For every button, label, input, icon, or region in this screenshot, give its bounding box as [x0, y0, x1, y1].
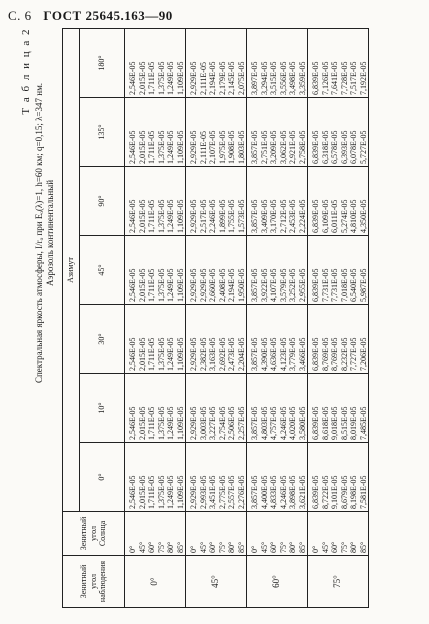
sun-angle: 0°	[128, 545, 137, 553]
brightness-value: 4,833E-05	[269, 475, 278, 509]
sun-angle: 75°	[156, 541, 166, 553]
observation-angle: 0°	[125, 556, 186, 608]
brightness-value: 1,375E-05	[156, 337, 166, 371]
value-cell	[125, 98, 186, 167]
brightness-value: 1,711E-05	[147, 130, 156, 164]
value-cell	[186, 236, 247, 305]
brightness-value: 8,769E-05	[320, 337, 330, 371]
brightness-value: 7,126E-05	[320, 61, 330, 95]
value-cell	[247, 29, 308, 98]
brightness-value: 2,015E-05	[137, 268, 147, 302]
sun-angle: 0°	[250, 545, 259, 553]
brightness-value: 4,020E-05	[288, 406, 297, 440]
brightness-value: 1,908E-05	[227, 130, 236, 164]
brightness-value: 2,075E-05	[236, 61, 246, 95]
sun-angle-list	[125, 512, 186, 556]
brightness-value: 4,123E-05	[278, 337, 288, 371]
brightness-value: 2,546E-05	[128, 337, 137, 371]
brightness-value: 3,359E-05	[297, 61, 307, 95]
brightness-value: 2,929E-05	[189, 475, 198, 509]
brightness-value: 8,019E-05	[349, 406, 358, 440]
brightness-value: 5,987E-05	[358, 268, 368, 302]
sun-angle-list	[308, 512, 369, 556]
value-cell	[308, 443, 369, 512]
sun-angle: 80°	[288, 541, 297, 553]
brightness-value: 1,711E-05	[147, 475, 156, 509]
brightness-value: 1,249E-05	[166, 61, 175, 95]
value-cell	[247, 374, 308, 443]
brightness-value: 3,170E-05	[269, 199, 278, 233]
brightness-value: 3,209E-05	[269, 130, 278, 164]
brightness-value: 8,198E-05	[349, 475, 358, 509]
brightness-value: 2,929E-05	[189, 406, 198, 440]
brightness-value: 7,206E-05	[358, 337, 368, 371]
brightness-value: 4,350E-05	[358, 199, 368, 233]
brightness-value: 2,408E-05	[217, 268, 227, 302]
value-cell	[125, 29, 186, 98]
brightness-value: 7,581E-05	[358, 475, 368, 509]
value-cell	[186, 305, 247, 374]
brightness-value: 2,204E-05	[236, 337, 246, 371]
brightness-value: 1,249E-05	[166, 337, 175, 371]
brightness-value: 6,839E-05	[311, 337, 320, 371]
brightness-value: 2,194E-05	[208, 61, 217, 95]
brightness-value: 1,109E-05	[175, 199, 185, 233]
brightness-value: 2,660E-05	[208, 268, 217, 302]
brightness-value: 2,015E-05	[137, 406, 147, 440]
brightness-value: 2,015E-05	[137, 337, 147, 371]
brightness-value: 2,179E-05	[217, 61, 227, 95]
brightness-value: 2,929E-05	[189, 61, 198, 95]
sun-angle: 85°	[236, 541, 246, 553]
brightness-value: 6,839E-05	[311, 130, 320, 164]
brightness-value: 3,857E-05	[250, 406, 259, 440]
brightness-value: 2,546E-05	[128, 199, 137, 233]
brightness-value: 2,107E-05	[208, 130, 217, 164]
header-angle: 90°	[80, 167, 125, 236]
page-header	[8, 8, 173, 24]
value-cell	[186, 29, 247, 98]
brightness-value: 4,757E-05	[269, 406, 278, 440]
brightness-value: 2,382E-05	[198, 337, 208, 371]
brightness-value: 5,727E-05	[358, 130, 368, 164]
table-row	[247, 29, 308, 608]
brightness-value: 3,409E-05	[259, 199, 269, 233]
brightness-value: 4,400E-05	[259, 475, 269, 509]
brightness-value: 6,839E-05	[311, 199, 320, 233]
value-cell	[125, 374, 186, 443]
value-cell	[186, 443, 247, 512]
brightness-value: 2,517E-05	[198, 199, 208, 233]
brightness-value: 1,899E-05	[217, 199, 227, 233]
brightness-value: 2,929E-05	[198, 268, 208, 302]
brightness-value: 3,003E-05	[198, 406, 208, 440]
brightness-value: 6,393E-05	[339, 130, 349, 164]
value-cell	[308, 29, 369, 98]
brightness-value: 2,557E-05	[227, 475, 236, 509]
brightness-value: 8,722E-05	[320, 475, 330, 509]
brightness-value: 1,975E-05	[217, 130, 227, 164]
brightness-value: 3,857E-05	[250, 475, 259, 509]
table-caption	[34, 28, 56, 438]
brightness-value: 1,109E-05	[175, 475, 185, 509]
brightness-value: 2,751E-05	[259, 130, 269, 164]
brightness-value: 1,249E-05	[166, 268, 175, 302]
brightness-value: 3,227E-05	[208, 406, 217, 440]
header-observation-zenith: Зенитный угол наблюдения	[63, 556, 125, 608]
sun-angle: 45°	[320, 541, 330, 553]
brightness-value: 4,246E-05	[278, 475, 288, 509]
brightness-value: 3,252E-05	[288, 268, 297, 302]
brightness-value: 4,107E-05	[269, 268, 278, 302]
brightness-value: 1,711E-05	[147, 268, 156, 302]
brightness-value: 6,839E-05	[311, 475, 320, 509]
brightness-value: 2,453E-05	[288, 199, 297, 233]
brightness-value: 1,249E-05	[166, 406, 175, 440]
sun-angle: 60°	[208, 541, 217, 553]
sun-angle: 45°	[198, 541, 208, 553]
brightness-value: 9,101E-05	[330, 475, 339, 509]
sun-angle: 60°	[330, 541, 339, 553]
brightness-value: 3,897E-05	[250, 61, 259, 95]
value-cell	[125, 443, 186, 512]
brightness-value: 6,109E-05	[320, 199, 330, 233]
brightness-value: 6,839E-05	[311, 268, 320, 302]
brightness-value: 2,754E-05	[217, 406, 227, 440]
sun-angle: 75°	[278, 541, 288, 553]
brightness-value: 3,466E-05	[297, 337, 307, 371]
brightness-value: 2,692E-05	[217, 337, 227, 371]
brightness-value: 4,246E-05	[278, 406, 288, 440]
brightness-value: 1,755E-05	[227, 199, 236, 233]
brightness-value: 1,803E-05	[236, 130, 246, 164]
brightness-value: 2,111E-05	[198, 62, 208, 95]
header-angle: 45°	[80, 236, 125, 305]
brightness-value: 6,578E-05	[330, 130, 339, 164]
brightness-value: 1,109E-05	[175, 337, 185, 371]
table-label: Т а б л и ц а 2	[20, 28, 32, 115]
brightness-value: 4,810E-05	[349, 199, 358, 233]
page-number: С. 6	[8, 8, 32, 23]
brightness-value: 1,711E-05	[147, 61, 156, 95]
brightness-value: 2,921E-05	[288, 130, 297, 164]
brightness-value: 4,636E-05	[269, 337, 278, 371]
brightness-value: 2,929E-05	[189, 130, 198, 164]
brightness-value: 3,580E-05	[297, 406, 307, 440]
brightness-value: 4,390E-05	[259, 337, 269, 371]
brightness-value: 6,078E-05	[349, 130, 358, 164]
brightness-value: 3,857E-05	[250, 268, 259, 302]
brightness-value: 1,375E-05	[156, 130, 166, 164]
brightness-value: 6,011E-05	[330, 199, 339, 233]
brightness-value: 1,711E-05	[147, 406, 156, 440]
sun-angle: 60°	[147, 541, 156, 553]
brightness-value: 4,803E-05	[259, 406, 269, 440]
value-cell	[308, 167, 369, 236]
observation-angle: 75°	[308, 556, 369, 608]
value-cell	[186, 374, 247, 443]
caption-line-2: Аэрозоль континентальный	[45, 179, 55, 287]
brightness-value: 1,375E-05	[156, 61, 166, 95]
brightness-value: 7,641E-05	[330, 61, 339, 95]
brightness-value: 2,111E-05	[198, 131, 208, 164]
brightness-value: 2,015E-05	[137, 61, 147, 95]
header-angle: 180°	[80, 29, 125, 98]
value-cell	[308, 305, 369, 374]
header-angle: 10°	[80, 374, 125, 443]
brightness-value: 3,922E-05	[259, 268, 269, 302]
brightness-value: 1,109E-05	[175, 130, 185, 164]
brightness-value: 5,274E-05	[339, 199, 349, 233]
brightness-value: 2,546E-05	[128, 475, 137, 509]
sun-angle: 85°	[175, 541, 185, 553]
brightness-value: 3,294E-05	[259, 61, 269, 95]
header-angle: 135°	[80, 98, 125, 167]
brightness-value: 7,728E-05	[339, 61, 349, 95]
brightness-value: 6,318E-05	[320, 130, 330, 164]
brightness-value: 8,618E-05	[320, 406, 330, 440]
brightness-value: 2,276E-05	[236, 475, 246, 509]
brightness-value: 7,731E-05	[320, 268, 330, 302]
brightness-value: 1,573E-05	[236, 199, 246, 233]
sun-angle: 80°	[227, 541, 236, 553]
table-row	[125, 29, 186, 608]
standard-number: ГОСТ 25645.163—90	[43, 8, 173, 23]
observation-angle: 45°	[186, 556, 247, 608]
table-row	[308, 29, 369, 608]
sun-angle: 0°	[311, 545, 320, 553]
brightness-value: 7,192E-05	[358, 61, 368, 95]
brightness-value: 2,955E-05	[297, 268, 307, 302]
sun-angle: 85°	[358, 541, 368, 553]
brightness-value: 7,727E-05	[349, 337, 358, 371]
brightness-value: 2,546E-05	[128, 61, 137, 95]
value-cell	[125, 236, 186, 305]
brightness-value: 9,018E-05	[330, 406, 339, 440]
brightness-value: 3,898E-05	[288, 475, 297, 509]
sun-angle: 0°	[189, 545, 198, 553]
brightness-value: 1,711E-05	[147, 199, 156, 233]
brightness-value: 2,015E-05	[137, 199, 147, 233]
sun-angle: 60°	[269, 541, 278, 553]
brightness-value: 1,109E-05	[175, 406, 185, 440]
value-cell	[125, 305, 186, 374]
value-cell	[186, 98, 247, 167]
table-row	[186, 29, 247, 608]
sun-angle: 85°	[297, 541, 307, 553]
value-cell	[247, 236, 308, 305]
brightness-value: 2,993E-05	[198, 475, 208, 509]
brightness-value: 7,731E-05	[330, 268, 339, 302]
brightness-value: 1,249E-05	[166, 199, 175, 233]
brightness-value: 1,249E-05	[166, 130, 175, 164]
brightness-value: 2,015E-05	[137, 130, 147, 164]
brightness-value: 2,929E-05	[189, 199, 198, 233]
brightness-value: 3,515E-05	[269, 61, 278, 95]
brightness-value: 3,579E-05	[278, 268, 288, 302]
brightness-value: 6,839E-05	[311, 406, 320, 440]
brightness-value: 8,679E-05	[339, 475, 349, 509]
brightness-value: 1,109E-05	[175, 61, 185, 95]
brightness-value: 2,145E-05	[227, 61, 236, 95]
rotated-table-block	[20, 28, 408, 608]
table-body	[125, 29, 369, 608]
brightness-value: 8,515E-05	[339, 406, 349, 440]
value-cell	[247, 98, 308, 167]
caption-line-1: Спектральная яркость атмосферы, I/rₒ при Eₒ(λ)=1, h=60 км; q=0,15; λ=347 нм.	[34, 82, 44, 384]
value-cell	[308, 374, 369, 443]
value-cell	[308, 236, 369, 305]
brightness-value: 3,498E-05	[288, 61, 297, 95]
header-azimuth: Азимут	[63, 29, 80, 512]
brightness-value: 1,375E-05	[156, 406, 166, 440]
brightness-value: 2,712E-05	[278, 199, 288, 233]
value-cell	[125, 167, 186, 236]
brightness-value: 3,556E-05	[278, 61, 288, 95]
sun-angle: 80°	[166, 541, 175, 553]
brightness-value: 2,546E-05	[128, 268, 137, 302]
brightness-value: 1,375E-05	[156, 475, 166, 509]
brightness-value: 2,224E-05	[297, 199, 307, 233]
brightness-value: 3,857E-05	[250, 337, 259, 371]
brightness-value: 3,062E-05	[278, 130, 288, 164]
header-sun-zenith: Зенитный угол Солнца	[63, 512, 125, 556]
brightness-value: 2,929E-05	[189, 337, 198, 371]
brightness-value: 3,451E-05	[208, 475, 217, 509]
brightness-value: 8,232E-05	[339, 337, 349, 371]
sun-angle: 80°	[349, 541, 358, 553]
brightness-value: 1,109E-05	[175, 268, 185, 302]
sun-angle: 75°	[339, 541, 349, 553]
brightness-value: 7,018E-05	[339, 268, 349, 302]
brightness-value: 3,621E-05	[297, 475, 307, 509]
brightness-value: 1,950E-05	[236, 268, 246, 302]
brightness-value: 7,485E-05	[358, 406, 368, 440]
brightness-value: 8,769E-05	[330, 337, 339, 371]
brightness-value: 3,857E-05	[250, 199, 259, 233]
sun-angle: 45°	[137, 541, 147, 553]
value-cell	[308, 98, 369, 167]
brightness-value: 2,246E-05	[208, 199, 217, 233]
value-cell	[247, 305, 308, 374]
brightness-value: 7,517E-05	[349, 61, 358, 95]
brightness-value: 2,473E-05	[227, 337, 236, 371]
sun-angle-list	[247, 512, 308, 556]
brightness-value: 2,194E-05	[227, 268, 236, 302]
value-cell	[247, 443, 308, 512]
brightness-value: 1,375E-05	[156, 268, 166, 302]
sun-angle: 45°	[259, 541, 269, 553]
value-cell	[247, 167, 308, 236]
sun-angle-list	[186, 512, 247, 556]
brightness-value: 3,779E-05	[288, 337, 297, 371]
observation-angle: 60°	[247, 556, 308, 608]
brightness-value: 2,546E-05	[128, 406, 137, 440]
header-angle: 30°	[80, 305, 125, 374]
header-angle: 0°	[80, 443, 125, 512]
brightness-value: 1,249E-05	[166, 475, 175, 509]
brightness-value: 2,775E-05	[217, 475, 227, 509]
brightness-value: 3,163E-05	[208, 337, 217, 371]
brightness-value: 6,540E-05	[349, 268, 358, 302]
brightness-value: 2,758E-05	[297, 130, 307, 164]
brightness-value: 3,857E-05	[250, 130, 259, 164]
brightness-table	[62, 28, 369, 608]
brightness-value: 2,546E-05	[128, 130, 137, 164]
brightness-value: 6,839E-05	[311, 61, 320, 95]
brightness-value: 1,375E-05	[156, 199, 166, 233]
sun-angle: 75°	[217, 541, 227, 553]
brightness-value: 2,015E-05	[137, 475, 147, 509]
brightness-value: 2,506E-05	[227, 406, 236, 440]
brightness-value: 2,257E-05	[236, 406, 246, 440]
value-cell	[186, 167, 247, 236]
brightness-value: 1,711E-05	[147, 337, 156, 371]
brightness-value: 2,929E-05	[189, 268, 198, 302]
